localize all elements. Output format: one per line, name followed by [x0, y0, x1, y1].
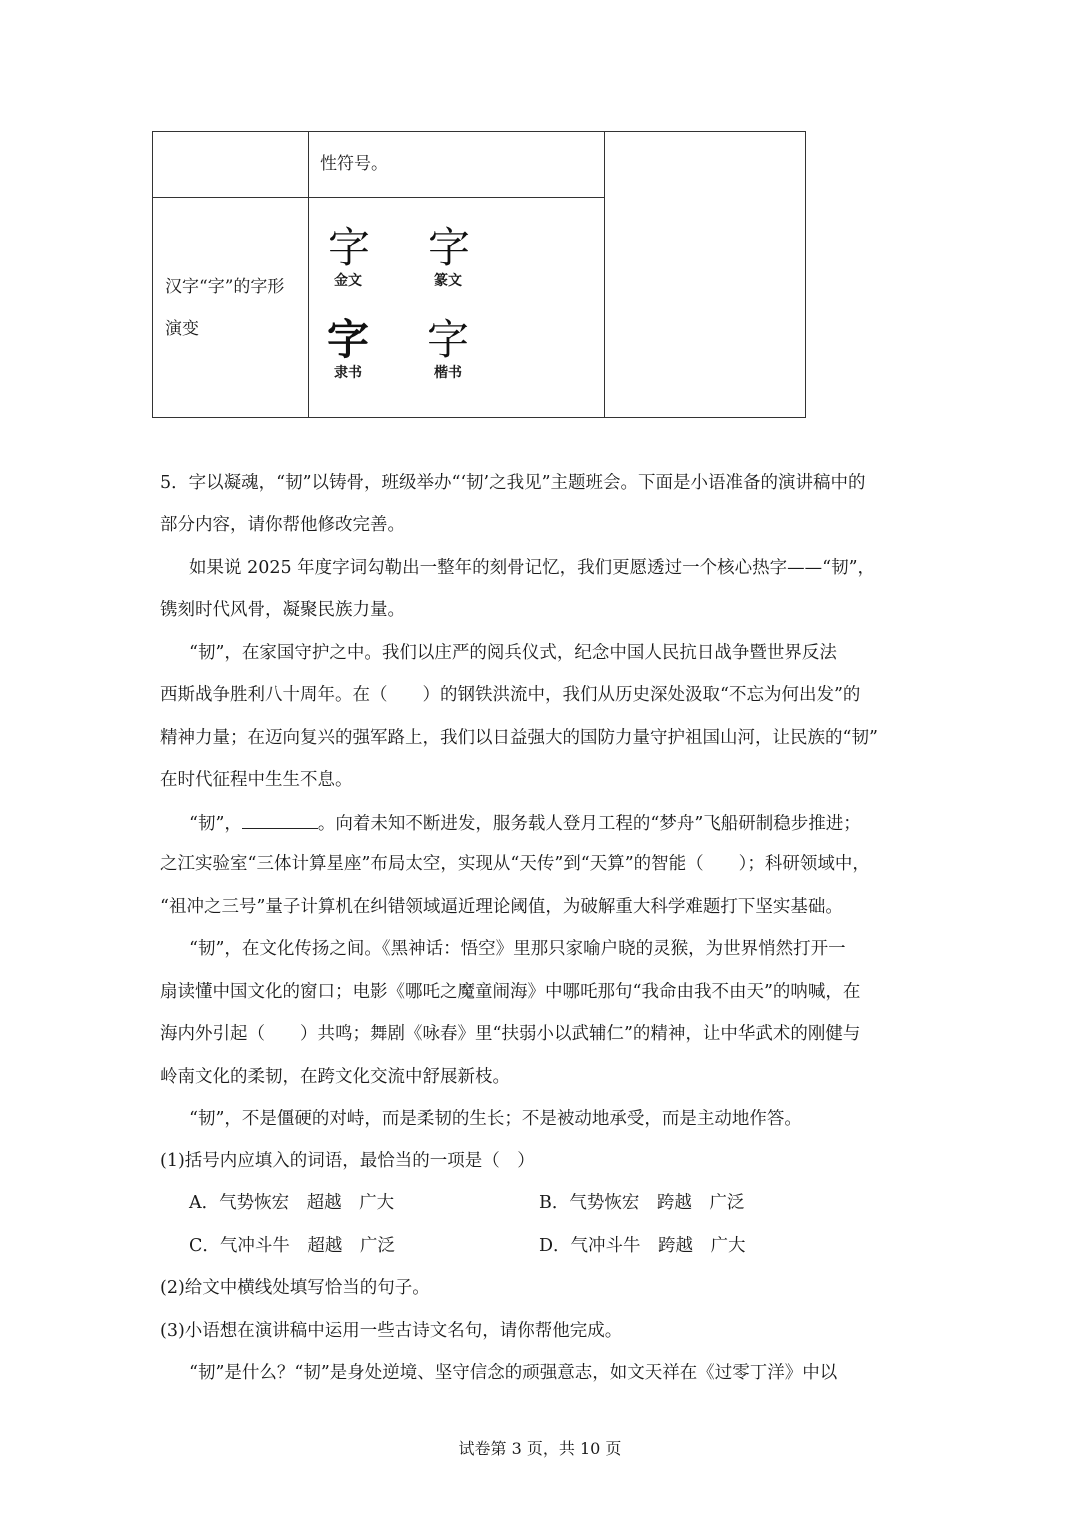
lishu-glyph: 字 — [326, 315, 369, 364]
text-line: 部分内容，请你帮他修改完善。 — [160, 515, 405, 535]
glyph-caption: 金文 — [334, 273, 362, 289]
option-c[interactable]: C．气冲斗牛 超越 广泛 — [189, 1236, 395, 1256]
sub-question-2: (2)给文中横线处填写恰当的句子。 — [160, 1278, 430, 1298]
sub-question-3: (3)小语想在演讲稿中运用一些古诗文名句，请你帮他完成。 — [160, 1321, 623, 1341]
text-line: 如果说 2025 年度字词勾勒出一整年的刻骨记忆，我们更愿透过一个核心热字——“韧”， — [189, 558, 876, 578]
glyph-kaishu — [423, 316, 473, 382]
text-line: “韧”，在文化传扬之间。《黑神话：悟空》里那只家喻户晓的灵猴，为世界悄然打开一 — [189, 939, 846, 959]
glyph-caption: 楷书 — [434, 365, 462, 381]
table-divider — [308, 132, 309, 417]
glyph-lishu — [323, 316, 373, 382]
text-line: “韧”，不是僵硬的对峙，而是柔韧的生长；不是被动地承受，而是主动地作答。 — [189, 1109, 802, 1129]
jinwen-glyph: 字 — [327, 223, 368, 272]
row1-text: 性符号。 — [320, 154, 388, 174]
sub-question-1: (1)括号内应填入的词语，最恰当的一项是（ ） — [160, 1151, 535, 1171]
text-line: 。向着未知不断进发，服务载人登月工程的“梦舟”飞船研制稳步推进； — [317, 814, 861, 834]
text-line: 扇读懂中国文化的窗口；电影《哪吒之魔童闹海》中哪吒那句“我命由我不由天”的呐喊，在 — [160, 982, 861, 1002]
text-line: 海内外引起（ ）共鸣；舞剧《咏春》里“扶弱小以武辅仁”的精神，让中华武术的刚健与 — [160, 1024, 861, 1044]
option-d[interactable]: D．气冲斗牛 跨越 广大 — [539, 1236, 746, 1256]
blank-prefix: “韧”， — [189, 814, 242, 834]
glyph-zhuanwen — [423, 224, 473, 290]
text-line: 镌刻时代风骨，凝聚民族力量。 — [160, 600, 405, 620]
glyph-caption: 隶书 — [334, 365, 362, 381]
text-line: 岭南文化的柔韧，在跨文化交流中舒展新枝。 — [160, 1067, 510, 1087]
text-line: 在时代征程中生生不息。 — [160, 770, 353, 790]
text-line: 精神力量；在迈向复兴的强军路上，我们以日益强大的国防力量守护祖国山河，让民族的“韧” — [160, 728, 878, 748]
row2-label: 汉字“字”的字形 — [165, 277, 285, 297]
fill-blank-line — [189, 810, 861, 836]
row2-label: 演变 — [165, 319, 199, 339]
option-a[interactable]: A．气势恢宏 超越 广大 — [189, 1193, 395, 1213]
evolution-table — [152, 131, 806, 418]
text-line: “韧”是什么？“韧”是身处逆境、坚守信念的顽强意志，如文天祥在《过零丁洋》中以 — [189, 1363, 838, 1383]
answer-blank[interactable] — [242, 810, 318, 829]
text-line: 之江实验室“三体计算星座”布局太空，实现从“天传”到“天算”的智能（ ）；科研领域中， — [160, 854, 870, 874]
text-line: 西斯战争胜利八十周年。在（ ）的钢铁洪流中，我们从历史深处汲取“不忘为何出发”的 — [160, 685, 861, 705]
kaishu-glyph: 字 — [426, 315, 469, 364]
zhuanwen-glyph: 字 — [427, 223, 468, 272]
text-line: “祖冲之三号”量子计算机在纠错领域逼近理论阈值，为破解重大科学难题打下坚实基础。 — [160, 897, 843, 917]
table-divider — [153, 197, 604, 198]
option-b[interactable]: B．气势恢宏 跨越 广泛 — [539, 1193, 745, 1213]
text-line: “韧”，在家国守护之中。我们以庄严的阅兵仪式，纪念中国人民抗日战争暨世界反法 — [189, 643, 837, 663]
glyph-jinwen — [323, 224, 373, 290]
glyph-caption: 篆文 — [434, 273, 462, 289]
table-divider — [604, 132, 605, 417]
question-title: 5．字以凝魂，“韧”以铸骨，班级举办“‘韧’之我见”主题班会。下面是小语准备的演讲稿中的 — [160, 473, 866, 493]
page-footer: 试卷第 3 页，共 10 页 — [458, 1439, 622, 1458]
